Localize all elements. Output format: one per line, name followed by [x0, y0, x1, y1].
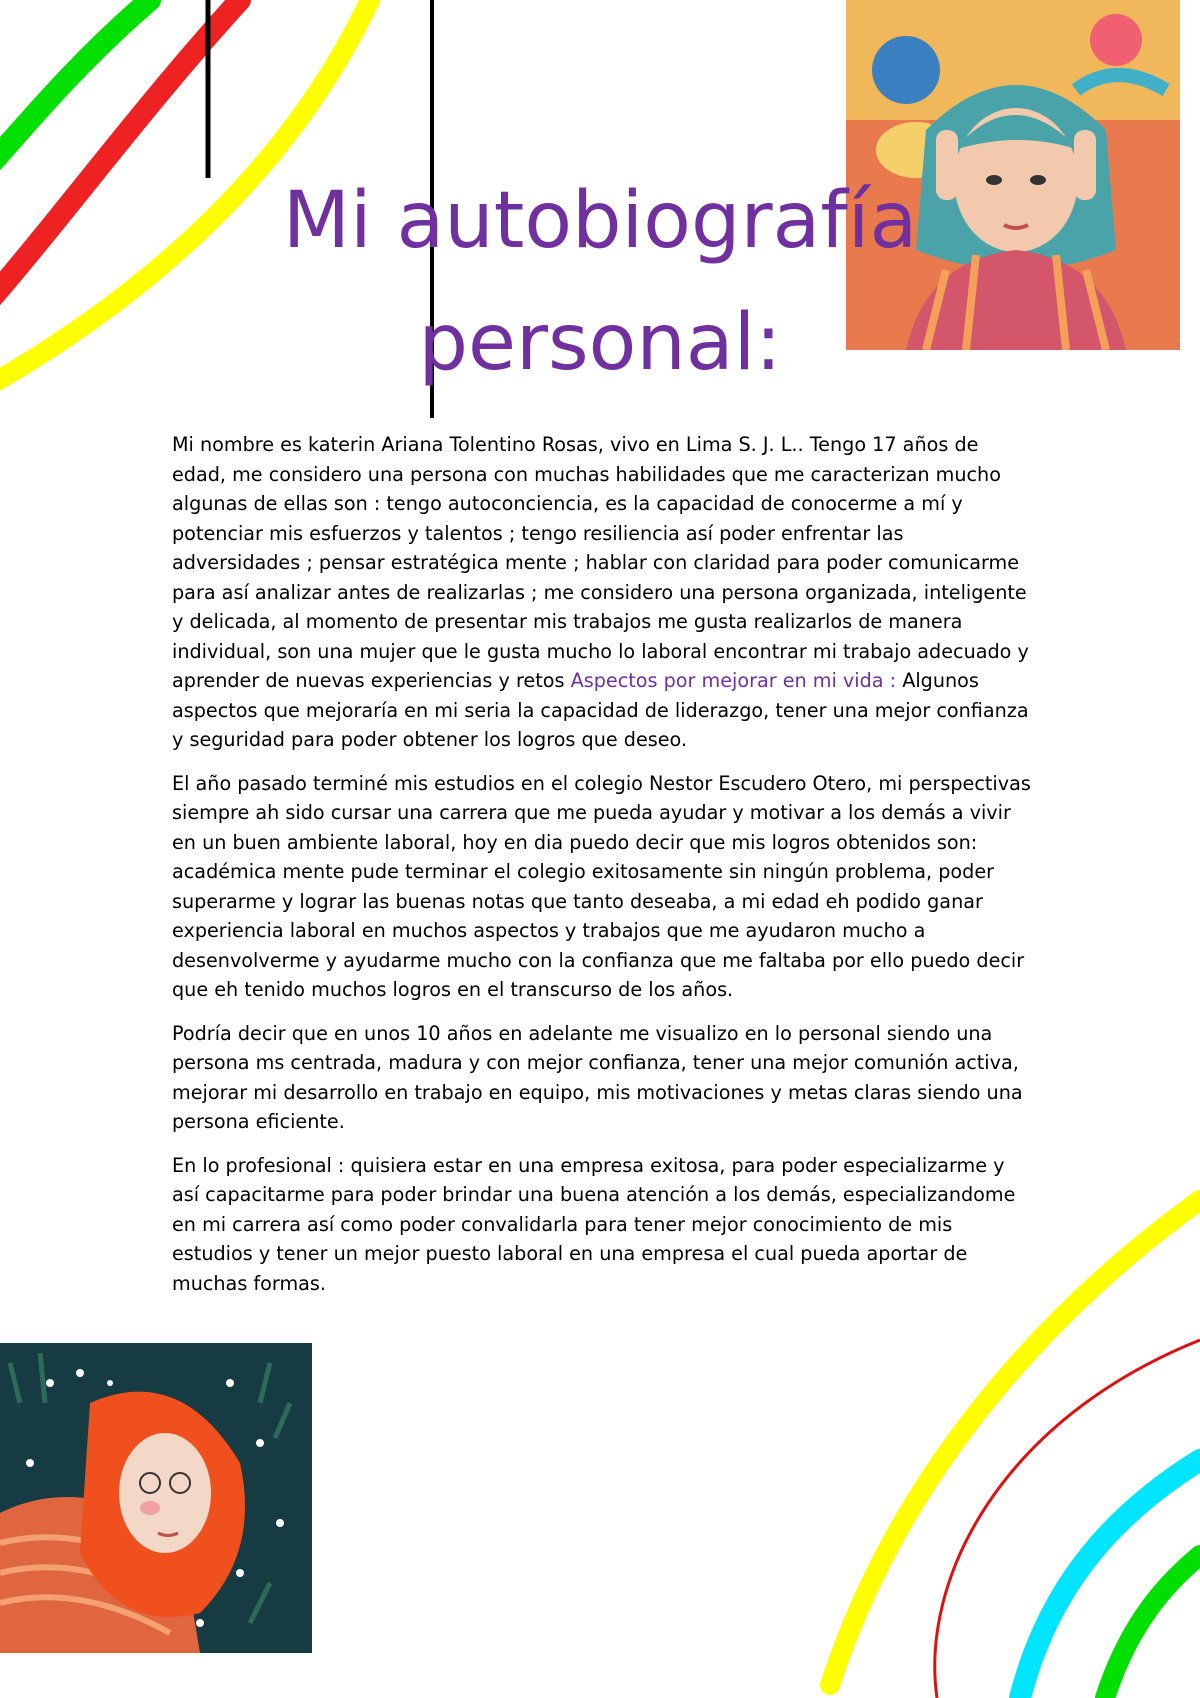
paragraph-1-end: Algunos aspectos que mejoraría en mi seria la capacidad de liderazgo, tener una mejor confianza y seguridad para poder obtener los logros que deseo. — [172, 669, 1029, 751]
paragraph-2: El año pasado terminé mis estudios en el colegio Nestor Escudero Otero, mi perspectivas siempre ah sido cursar una carrera que me pueda ayudar y motivar a los demás a vivir en un buen ambiente laboral, hoy en dia puedo decir que mis logros obtenidos son: académica mente pude terminar el colegio exitosamente sin ningún problema, poder superarme y lograr las buenas notas que tanto deseaba, a mi edad eh podido ganar experiencia laboral en muchos aspectos y trabajos que me ayudaron mucho a desenvolverme y ayudarme mucho con la confianza que me faltaba por ello puedo decir que eh tenido muchos logros en el transcurso de los años. — [172, 771, 1031, 1001]
title-line-2: personal: — [418, 298, 782, 388]
title-line-1: Mi autobiografía — [282, 176, 918, 266]
green-stroke — [0, 0, 150, 165]
paragraph-3: Podría decir que en unos 10 años en adelante me visualizo en lo personal siendo una persona ms centrada, madura y con mejor confianza, tener una mejor comunión activa, mejorar mi desarrollo en trabajo en equipo, mis motivaciones y metas claras siendo una persona eficiente. — [172, 1021, 1023, 1133]
cyan-stroke-bottom — [1020, 1460, 1200, 1698]
autobiography-text — [172, 430, 1032, 1312]
illustrated-red-haired-girl — [0, 1343, 312, 1653]
red-line-bottom — [935, 1340, 1200, 1698]
page-title — [160, 160, 1040, 404]
green-stroke-bottom — [1105, 1555, 1200, 1698]
paragraph-4: En lo profesional : quisiera estar en una empresa exitosa, para poder especializarme y así capacitarme para poder brindar una buena atención a los demás, especializandome en mi carrera así como poder convalidarla para tener mejor conocimiento de mis estudios y tener un mejor puesto laboral en una empresa el cual pueda aportar de muchas formas. — [172, 1153, 1016, 1295]
paragraph-1-start: Mi nombre es katerin Ariana Tolentino Rosas, vivo en Lima S. J. L.. Tengo 17 años de edad, me considero una persona con muchas habilidades que me caracterizan mucho algunas de ellas son : tengo autoconciencia, es la capacidad de conocerme a mí y potenciar mis esfuerzos y talentos ; tengo resiliencia así poder enfrentar las adversidades ; pensar estratégica mente ; hablar con claridad para poder comunicarme para así analizar antes de realizarlas ; me considero una persona organizada, inteligente y delicada, al momento de presentar mis trabajos me gusta realizarlos de manera individual, son una mujer que le gusta mucho lo laboral encontrar mi trabajo adecuado y aprender de nuevas experiencias y retos — [172, 433, 1029, 692]
improvement-heading: Aspectos por mejorar en mi vida : — [570, 669, 897, 692]
paragraph-1 — [172, 430, 1032, 755]
